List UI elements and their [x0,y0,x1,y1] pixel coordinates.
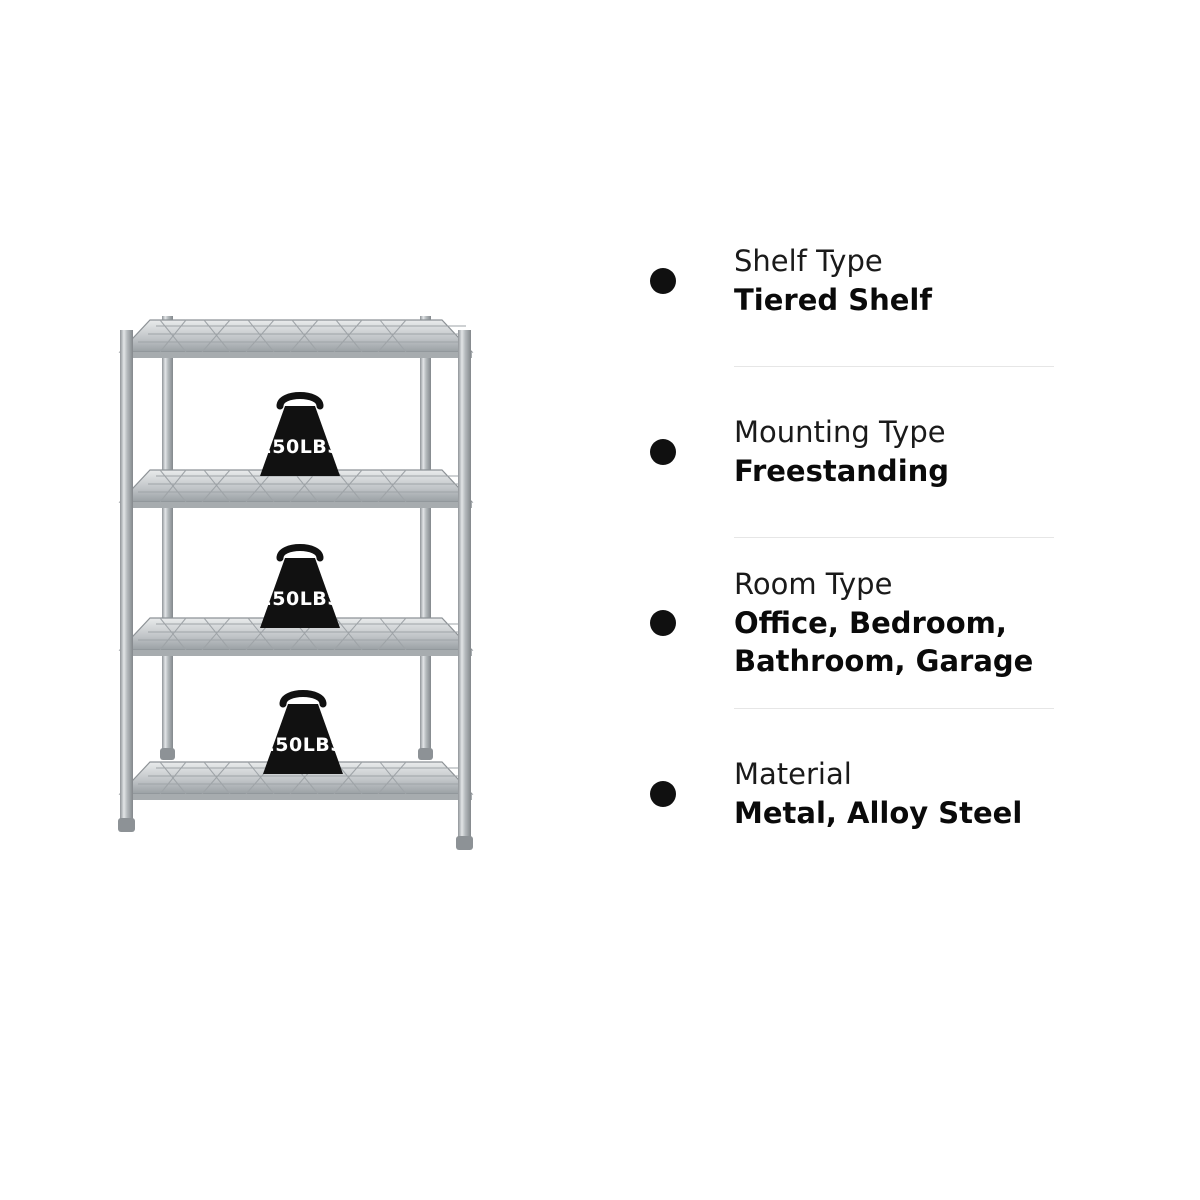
bullet-dot-icon [650,268,676,294]
capacity-badge-label: 250LBS [258,588,342,610]
feature-item-shelf-type [650,196,1150,366]
feature-text-block [734,243,1150,319]
shelf-tier-1 [120,320,472,358]
feature-item-material [650,709,1150,879]
capacity-badge-label: 250LBS [258,436,342,458]
feature-text-block [734,414,1150,490]
feature-value: Office, Bedroom, Bathroom, Garage [734,606,1034,678]
capacity-badge-label: 250LBS [261,734,345,756]
feature-item-room-type [650,538,1150,708]
feature-label: Room Type [734,567,893,602]
weight-icon [248,678,358,778]
feature-text-block [734,566,1150,679]
feature-list [650,196,1150,879]
weight-icon [245,380,355,480]
feature-label: Mounting Type [734,414,946,449]
bullet-dot-icon [650,610,676,636]
feature-value: Tiered Shelf [734,283,932,317]
feature-text-block [734,756,1150,832]
capacity-badge [248,678,358,778]
feature-value: Freestanding [734,454,950,488]
feature-item-mounting-type [650,367,1150,537]
feature-label: Shelf Type [734,243,883,278]
bullet-dot-icon [650,439,676,465]
capacity-badge [245,380,355,480]
product-image [90,300,530,900]
capacity-badge [245,532,355,632]
feature-label: Material [734,756,852,791]
bullet-dot-icon [650,781,676,807]
feature-value: Metal, Alloy Steel [734,796,1023,830]
weight-icon [245,532,355,632]
